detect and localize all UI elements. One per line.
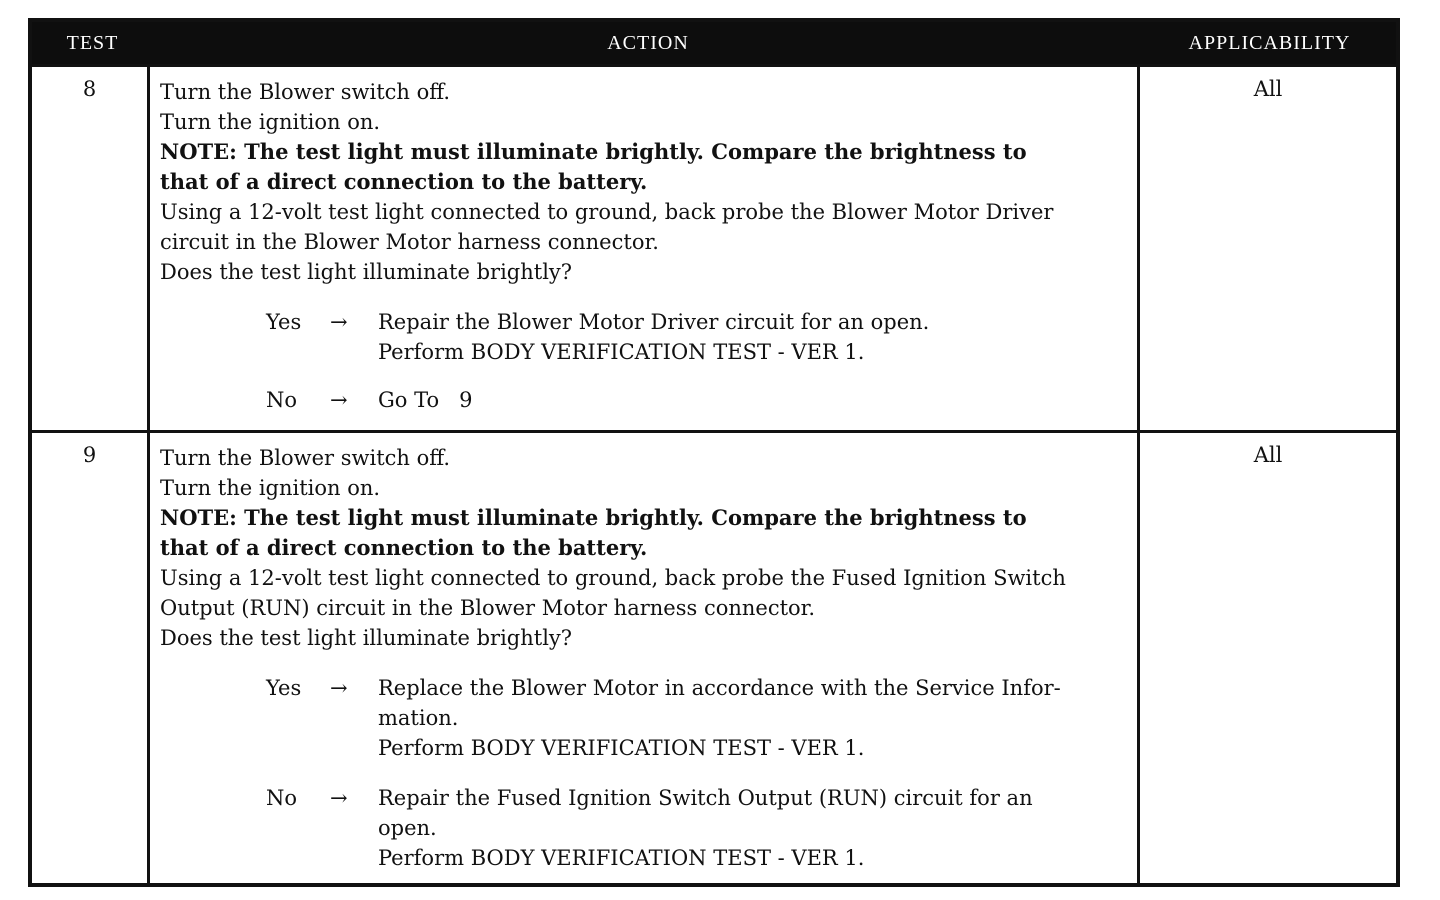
instruction-text: circuit in the Blower Motor harness connector. xyxy=(160,230,659,254)
result-line: Go To 9 xyxy=(378,388,473,412)
no-outcome xyxy=(160,385,1131,415)
action-cell xyxy=(150,433,1140,883)
no-result xyxy=(378,385,1131,415)
step-text: Turn the ignition on. xyxy=(160,110,381,134)
test-number: 8 xyxy=(32,67,150,430)
table-row xyxy=(32,64,1396,430)
table-header xyxy=(32,22,1396,64)
note-text: NOTE: The test light must illuminate brightly. Compare the brightness to xyxy=(160,505,1027,530)
yes-outcome xyxy=(160,307,1131,367)
result-line: Repair the Blower Motor Driver circuit for an open. xyxy=(378,310,930,334)
no-result xyxy=(378,783,1131,873)
result-line: open. xyxy=(378,816,437,840)
no-label: No xyxy=(266,786,298,810)
result-line: Replace the Blower Motor in accordance with the Service Infor- xyxy=(378,676,1061,700)
applicability-value: All xyxy=(1253,77,1283,101)
yes-label: Yes xyxy=(266,310,302,334)
yes-result xyxy=(378,307,1131,367)
result-line: Perform BODY VERIFICATION TEST - VER 1. xyxy=(378,340,865,364)
note-text: that of a direct connection to the battery. xyxy=(160,535,648,560)
question-text: Does the test light illuminate brightly? xyxy=(160,260,573,284)
result-line: Repair the Fused Ignition Switch Output (RUN) circuit for an xyxy=(378,786,1033,810)
step-text: Turn the ignition on. xyxy=(160,476,381,500)
instruction-text: Output (RUN) circuit in the Blower Motor harness connector. xyxy=(160,596,816,620)
note-text: that of a direct connection to the battery. xyxy=(160,169,648,194)
step-text: Turn the Blower switch off. xyxy=(160,80,451,104)
header-applicability: APPLICABILITY xyxy=(1188,31,1351,54)
instruction-text: Using a 12-volt test light connected to ground, back probe the Blower Motor Driver xyxy=(160,200,1054,224)
result-line: mation. xyxy=(378,706,459,730)
diagnostic-test-table xyxy=(28,18,1400,887)
result-line: Perform BODY VERIFICATION TEST - VER 1. xyxy=(378,846,865,870)
right-arrow-icon: → xyxy=(330,310,348,334)
yes-outcome xyxy=(160,673,1131,763)
header-test: TEST xyxy=(66,31,119,54)
table-row xyxy=(32,430,1396,883)
no-label: No xyxy=(266,388,298,412)
right-arrow-icon: → xyxy=(330,786,348,810)
test-number: 9 xyxy=(32,433,150,883)
result-line: Perform BODY VERIFICATION TEST - VER 1. xyxy=(378,736,865,760)
no-outcome xyxy=(160,783,1131,873)
right-arrow-icon: → xyxy=(330,388,348,412)
question-text: Does the test light illuminate brightly? xyxy=(160,626,573,650)
step-text: Turn the Blower switch off. xyxy=(160,446,451,470)
header-action: ACTION xyxy=(607,31,689,54)
right-arrow-icon: → xyxy=(330,676,348,700)
action-cell xyxy=(150,67,1140,430)
yes-label: Yes xyxy=(266,676,302,700)
yes-result xyxy=(378,673,1131,763)
applicability-value: All xyxy=(1253,443,1283,467)
instruction-text: Using a 12-volt test light connected to ground, back probe the Fused Ignition Switch xyxy=(160,566,1066,590)
note-text: NOTE: The test light must illuminate brightly. Compare the brightness to xyxy=(160,139,1027,164)
